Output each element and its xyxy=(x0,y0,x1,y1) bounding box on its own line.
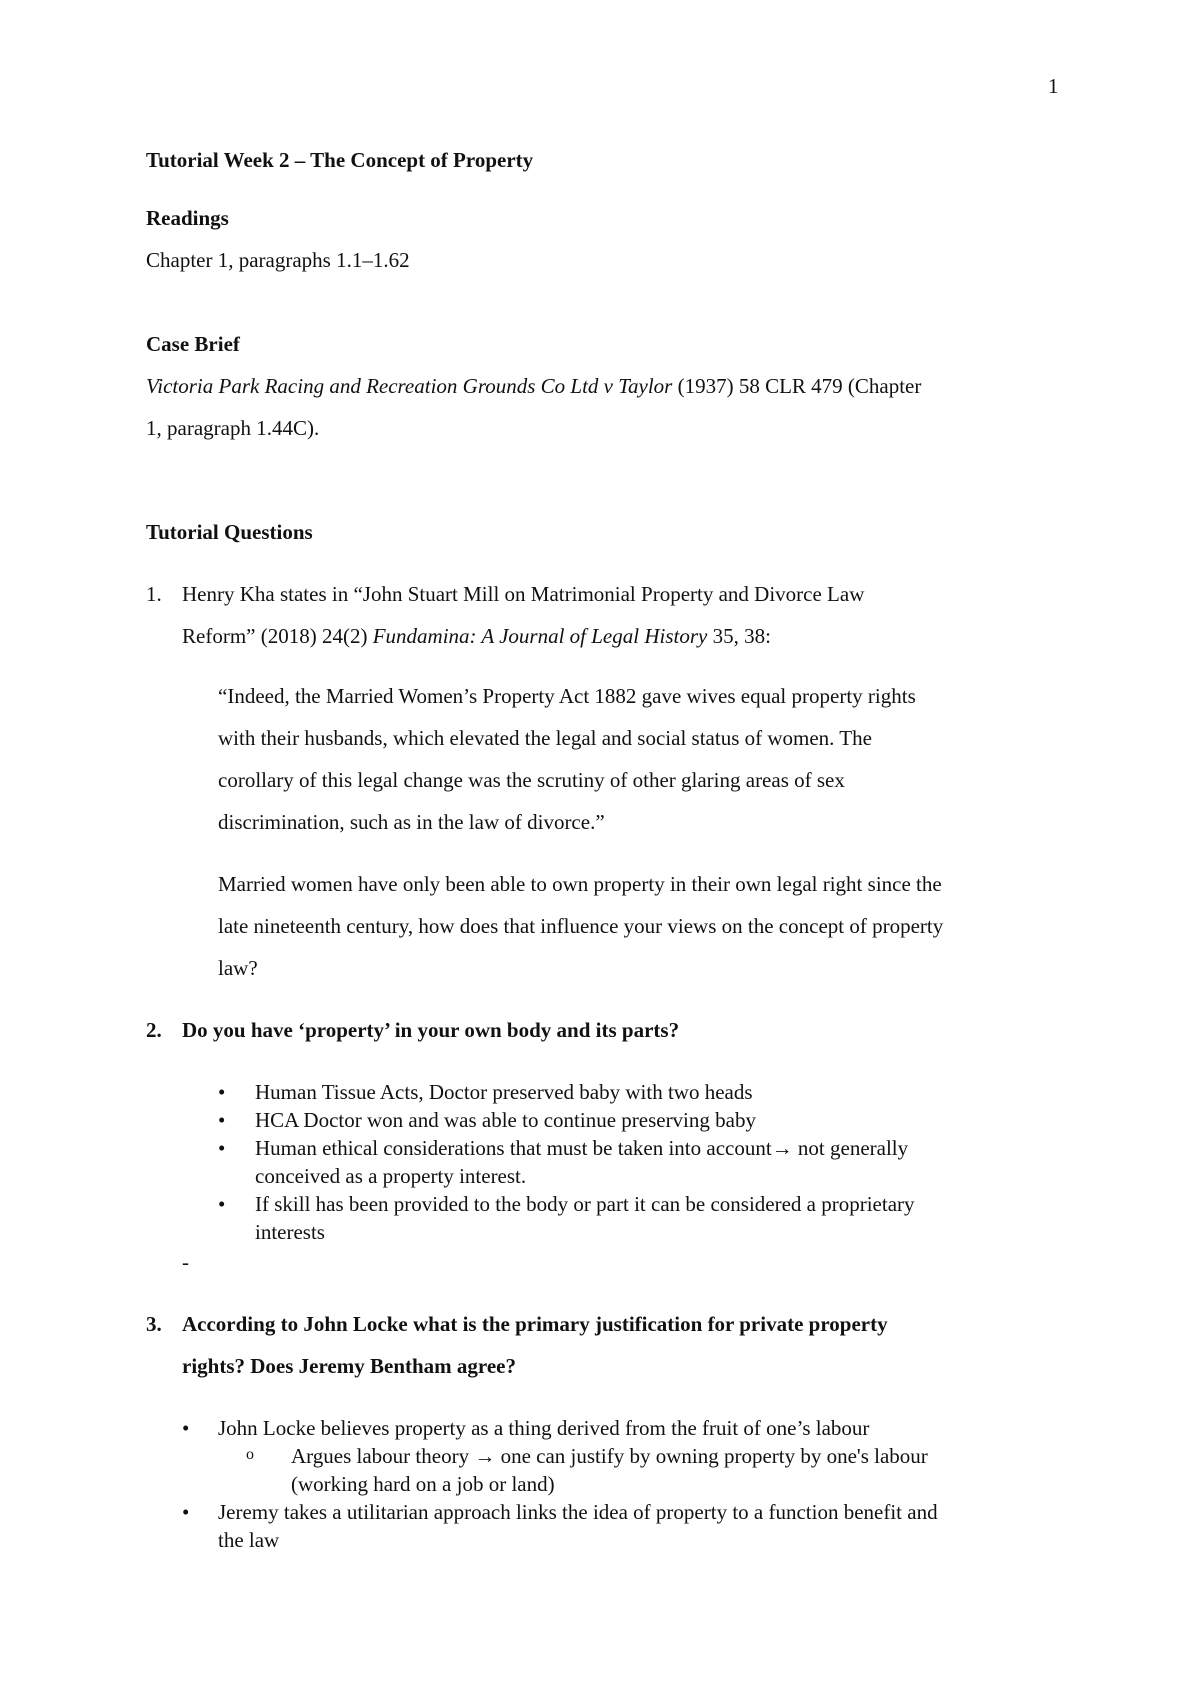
question-1-number: 1. xyxy=(146,582,162,606)
question-3-line-1: According to John Locke what is the primary justification for private property xyxy=(182,1312,888,1336)
q2-bullet-3-line-1: Human ethical considerations that must be taken into account→ not generally xyxy=(255,1136,909,1160)
q3-bullet-2-line-1: Jeremy takes a utilitarian approach links the idea of property to a function benefit and xyxy=(218,1500,938,1524)
citation-end: 35, 38: xyxy=(707,624,771,648)
case-citation-line-1 xyxy=(146,374,921,399)
document-title: Tutorial Week 2 – The Concept of Property xyxy=(146,148,534,172)
q3-bullet-2-line-2: the law xyxy=(218,1528,280,1552)
quote-line-3: corollary of this legal change was the scrutiny of other glaring areas of sex xyxy=(218,768,845,792)
bullet-icon: • xyxy=(182,1416,190,1440)
question-3-line-2: rights? Does Jeremy Bentham agree? xyxy=(182,1354,516,1378)
readings-heading: Readings xyxy=(146,206,229,230)
q3-sub-bullet-line-2: (working hard on a job or land) xyxy=(291,1472,555,1496)
tutorial-questions-heading: Tutorial Questions xyxy=(146,520,313,544)
sub-bullet-icon: o xyxy=(246,1446,254,1463)
q2-bullet-4-line-2: interests xyxy=(255,1220,325,1244)
case-brief-heading: Case Brief xyxy=(146,332,240,356)
dash-marker: - xyxy=(182,1250,189,1274)
quote-line-1: “Indeed, the Married Women’s Property Act 1882 gave wives equal property rights xyxy=(218,684,916,708)
q2-bullet-4-line-1: If skill has been provided to the body or part it can be considered a proprietary xyxy=(255,1192,915,1216)
q2-bullet-1: Human Tissue Acts, Doctor preserved baby with two heads xyxy=(255,1080,753,1104)
page-number: 1 xyxy=(1048,74,1059,98)
q3-bullet-1: John Locke believes property as a thing derived from the fruit of one’s labour xyxy=(218,1416,870,1440)
journal-name: Fundamina: A Journal of Legal History xyxy=(372,624,708,648)
case-name: Victoria Park Racing and Recreation Grounds Co Ltd v Taylor xyxy=(146,374,673,398)
bullet-icon: • xyxy=(218,1108,226,1132)
question-1-line-1: Henry Kha states in “John Stuart Mill on Matrimonial Property and Divorce Law xyxy=(182,582,865,606)
citation-start: Reform” (2018) 24(2) xyxy=(182,624,373,648)
readings-text: Chapter 1, paragraphs 1.1–1.62 xyxy=(146,248,410,272)
question-2-number: 2. xyxy=(146,1018,162,1042)
q2-bullet-2: HCA Doctor won and was able to continue preserving baby xyxy=(255,1108,756,1132)
q2-bullet-3-line-2: conceived as a property interest. xyxy=(255,1164,527,1188)
question-2-text: Do you have ‘property’ in your own body and its parts? xyxy=(182,1018,680,1042)
question-1-line-2 xyxy=(182,624,771,649)
question-1-text-line-3: law? xyxy=(218,956,258,980)
bullet-icon: • xyxy=(218,1136,226,1160)
quote-line-2: with their husbands, which elevated the legal and social status of women. The xyxy=(218,726,872,750)
case-citation: (1937) 58 CLR 479 (Chapter xyxy=(672,374,922,398)
case-citation-line-2: 1, paragraph 1.44C). xyxy=(146,416,320,440)
bullet-icon: • xyxy=(182,1500,190,1524)
question-3-number: 3. xyxy=(146,1312,162,1336)
question-1-text-line-1: Married women have only been able to own property in their own legal right since the xyxy=(218,872,942,896)
quote-line-4: discrimination, such as in the law of divorce.” xyxy=(218,810,605,834)
bullet-icon: • xyxy=(218,1080,226,1104)
q3-sub-bullet-line-1: Argues labour theory → one can justify by owning property by one's labour xyxy=(291,1444,928,1468)
question-1-text-line-2: late nineteenth century, how does that influence your views on the concept of property xyxy=(218,914,944,938)
bullet-icon: • xyxy=(218,1192,226,1216)
